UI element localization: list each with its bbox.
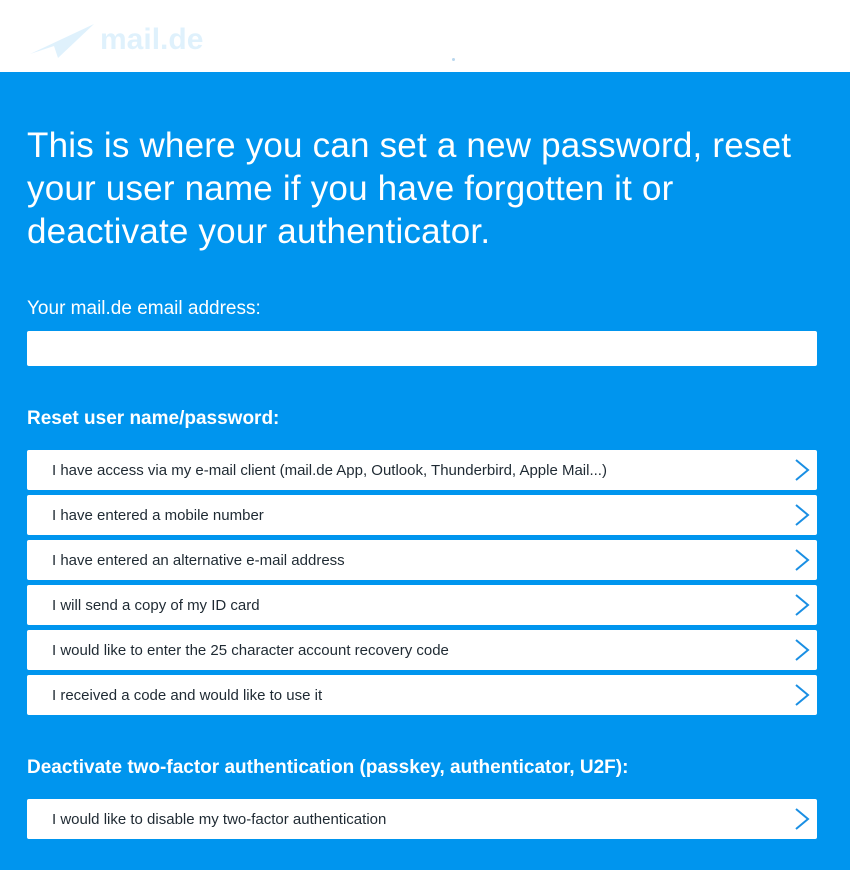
option-label: I have entered an alternative e-mail address xyxy=(52,551,345,569)
chevron-right-icon xyxy=(793,807,811,831)
header-dot xyxy=(452,58,455,61)
option-label: I would like to disable my two-factor authentication xyxy=(52,810,387,828)
option-label: I have entered a mobile number xyxy=(52,506,264,524)
twofa-options-list xyxy=(27,799,817,844)
option-alternative-email[interactable] xyxy=(27,540,817,580)
page-title: This is where you can set a new password, reset your user name if you have forgotten it or deactivate your authenticator. xyxy=(27,126,792,251)
option-mobile-number[interactable] xyxy=(27,495,817,535)
option-disable-2fa[interactable] xyxy=(27,799,817,839)
reset-options-list xyxy=(27,450,817,720)
option-label: I have access via my e-mail client (mail.de App, Outlook, Thunderbird, Apple Mail...) xyxy=(52,461,607,479)
option-label: I received a code and would like to use it xyxy=(52,686,323,704)
reset-section-title: Reset user name/password: xyxy=(27,408,280,429)
chevron-right-icon xyxy=(793,503,811,527)
chevron-right-icon xyxy=(793,458,811,482)
option-recovery-code[interactable] xyxy=(27,630,817,670)
email-label: Your mail.de email address: xyxy=(27,298,261,319)
email-input[interactable] xyxy=(27,331,817,366)
option-label: I will send a copy of my ID card xyxy=(52,596,260,614)
option-id-card[interactable] xyxy=(27,585,817,625)
twofa-section-title: Deactivate two-factor authentication (passkey, authenticator, U2F): xyxy=(27,757,629,778)
logo-text: mail.de xyxy=(100,23,204,56)
option-label: I would like to enter the 25 character account recovery code xyxy=(52,641,449,659)
chevron-right-icon xyxy=(793,638,811,662)
chevron-right-icon xyxy=(793,593,811,617)
chevron-right-icon xyxy=(793,548,811,572)
site-header xyxy=(0,0,850,72)
paper-plane-icon xyxy=(28,20,96,60)
mail-de-logo[interactable] xyxy=(28,18,228,62)
main-content xyxy=(27,72,817,828)
chevron-right-icon xyxy=(793,683,811,707)
option-received-code[interactable] xyxy=(27,675,817,715)
option-email-client[interactable] xyxy=(27,450,817,490)
